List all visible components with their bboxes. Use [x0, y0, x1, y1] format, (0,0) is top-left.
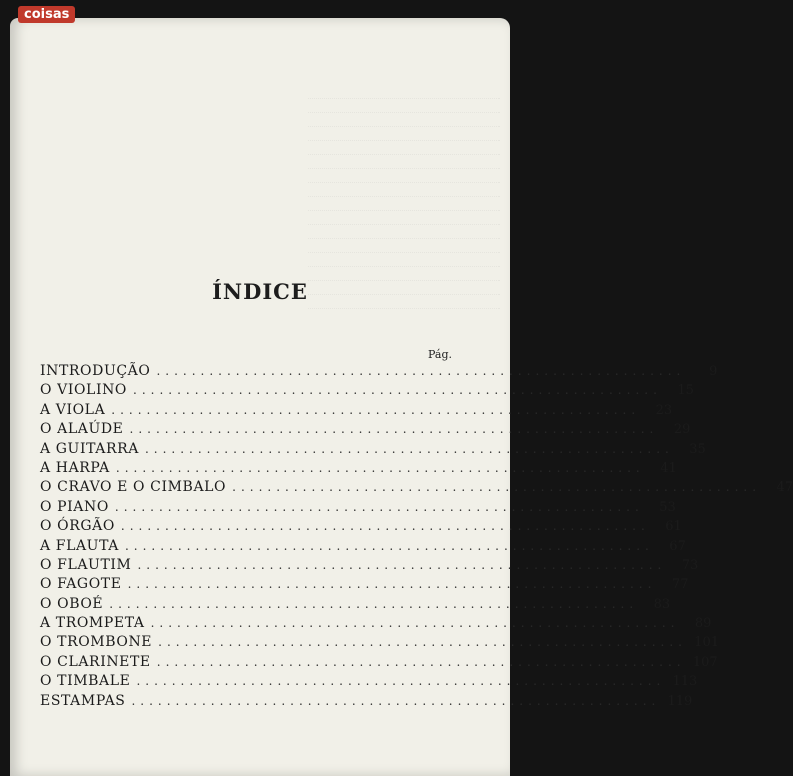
toc-entry-title: ESTAMPAS	[40, 692, 126, 709]
toc-entry-page: 15	[677, 383, 694, 399]
toc-entry	[40, 518, 682, 537]
book-page	[10, 18, 793, 776]
toc-entry-title: O ALAÚDE	[40, 421, 124, 438]
toc-entry	[40, 459, 677, 479]
toc-entry	[40, 673, 698, 692]
toc-entry	[40, 440, 706, 460]
dot-leader: ............................................................	[137, 557, 667, 572]
toc-entry-page: 113	[672, 674, 698, 690]
dot-leader: ............................................................	[232, 480, 762, 495]
watermark-logo: coisas	[18, 6, 75, 23]
toc-entry-page: 61	[665, 519, 682, 535]
dot-leader: ............................................................	[131, 693, 661, 708]
toc-entry-title: O ÓRGÃO	[40, 518, 115, 535]
toc-entry	[40, 363, 718, 382]
dot-leader: ............................................................	[136, 674, 666, 689]
dot-leader: ............................................................	[120, 519, 650, 534]
toc-entry-title: O CRAVO E O CIMBALO	[40, 479, 227, 496]
toc-entry-title: O PIANO	[40, 498, 109, 515]
toc-entry-title: O VIOLINO	[40, 382, 128, 399]
toc-entry-page: 23	[655, 402, 673, 418]
page-column-header: Pág.	[428, 348, 453, 361]
dot-leader: ............................................................	[124, 538, 654, 553]
table-of-contents	[40, 363, 793, 712]
dot-leader: ............................................................	[114, 499, 644, 514]
toc-entry-page: 89	[694, 616, 712, 632]
toc-entry-title: O TIMBALE	[40, 673, 131, 690]
toc-entry-title: O CLARINETE	[40, 653, 151, 670]
toc-entry-page: 47	[776, 480, 793, 496]
dot-leader: ............................................................	[111, 402, 641, 417]
dot-leader: ............................................................	[158, 635, 687, 650]
dot-leader: ............................................................	[129, 422, 659, 437]
toc-entry	[40, 479, 793, 498]
dot-leader: ............................................................	[156, 364, 686, 378]
toc-entry-title: O FLAUTIM	[40, 556, 132, 573]
toc-entry	[40, 421, 691, 440]
dot-leader: ............................................................	[156, 654, 686, 669]
dot-leader: ............................................................	[127, 577, 657, 592]
toc-entry	[40, 401, 673, 421]
dot-leader: ............................................................	[144, 441, 674, 456]
toc-entry-page: 67	[669, 538, 686, 554]
toc-entry-title: O TROMBONE	[40, 634, 153, 651]
page-title: ÍNDICE	[212, 279, 308, 304]
toc-entry	[40, 576, 689, 595]
toc-entry-title: A GUITARRA	[40, 440, 139, 457]
toc-entry-title: A FLAUTA	[40, 537, 119, 554]
toc-entry-page: 107	[692, 654, 718, 670]
dot-leader: ............................................................	[109, 596, 639, 611]
toc-entry-title: A VIOLA	[40, 401, 106, 418]
toc-entry	[40, 692, 693, 712]
dot-leader: ............................................................	[133, 383, 662, 398]
toc-entry	[40, 615, 712, 634]
toc-entry-title: INTRODUÇÃO	[40, 363, 151, 379]
toc-entry-page: 29	[673, 422, 691, 438]
toc-entry-title: A TROMPETA	[40, 615, 145, 632]
toc-entry	[40, 382, 694, 401]
toc-entry-page: 41	[660, 460, 677, 476]
toc-entry-page: 77	[671, 577, 689, 593]
toc-entry-page: 9	[709, 364, 718, 379]
dot-leader: ............................................................	[150, 616, 680, 631]
toc-entry-page: 73	[681, 557, 699, 573]
toc-entry-title: A HARPA	[40, 459, 110, 476]
toc-entry	[40, 556, 699, 576]
toc-entry	[40, 498, 676, 518]
toc-entry	[40, 634, 719, 653]
toc-entry-page: 53	[659, 499, 676, 515]
toc-entry-page: 101	[694, 635, 719, 651]
toc-entry	[40, 537, 686, 557]
toc-entry	[40, 653, 718, 673]
toc-entry-page: 35	[689, 441, 706, 457]
toc-entry-page: 83	[653, 596, 671, 612]
dot-leader: ............................................................	[115, 460, 645, 475]
toc-entry-title: O FAGOTE	[40, 576, 122, 593]
toc-entry	[40, 595, 671, 615]
toc-entry-page: 119	[667, 693, 693, 709]
toc-entry-title: O OBOÉ	[40, 595, 104, 612]
